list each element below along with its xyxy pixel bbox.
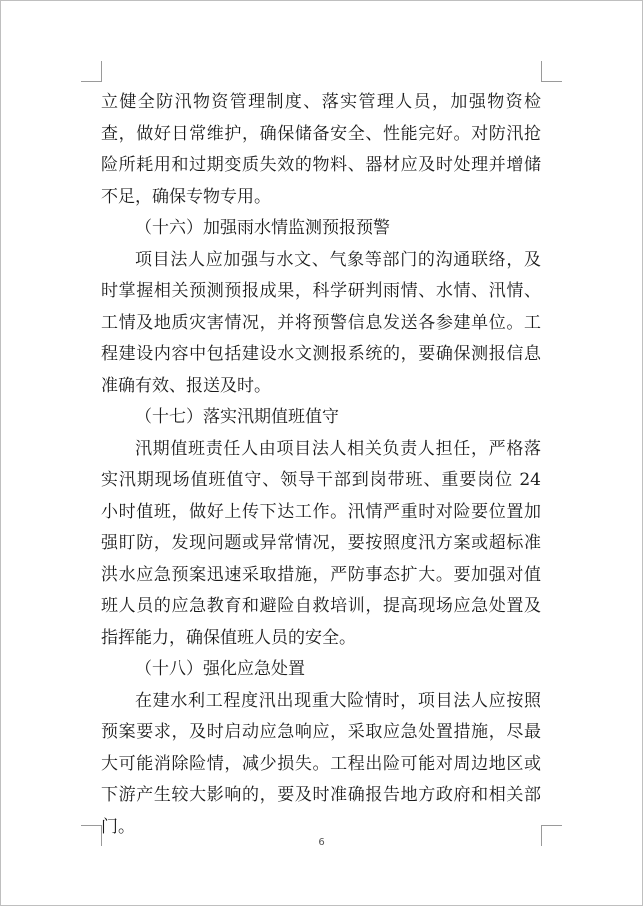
crop-mark-top-right bbox=[541, 61, 562, 82]
heading-section-16: （十六）加强雨水情监测预报预警 bbox=[135, 218, 390, 238]
page-number: 6 bbox=[318, 837, 325, 848]
paragraph-flood-duty: 汛期值班责任人由项目法人相关负责人担任，严格落实汛期现场值班值守、领导干部到岗带班、重要岗位 24 小时值班，做好上传下达工作。汛情严重时对险要位置加强盯防，发现问题或异常情况，要按照度汛方案或超标准洪水应急预案迅速采取措施，严防事态扩大。要加强对值班人员的应急教育和避险自救培训，提高现场应急处置及指挥能力，确保值班人员的安全。 bbox=[101, 438, 541, 648]
heading-section-17: （十七）落实汛期值班值守 bbox=[135, 407, 339, 427]
crop-mark-top-left bbox=[81, 61, 102, 82]
paragraph-emergency-response: 在建水利工程度汛出现重大险情时，项目法人应按照预案要求，及时启动应急响应，采取应急处置措施，尽最大可能消除险情，减少损失。工程出险可能对周边地区或下游产生较大影响的，要及时准确报告地方政府和相关部门。 bbox=[101, 690, 541, 837]
paragraph-rain-water-monitoring: 项目法人应加强与水文、气象等部门的沟通联络，及时掌握相关预测预报成果，科学研判雨情、水情、汛情、工情及地质灾害情况，并将预警信息发送各参建单位。工程建设内容中包括建设水文测报系统的，要确保测报信息准确有效、报送及时。 bbox=[101, 249, 541, 396]
paragraph-material-management: 立健全防汛物资管理制度、落实管理人员，加强物资检查，做好日常维护，确保储备安全、性能完好。对防汛抢险所耗用和过期变质失效的物料、器材应及时处理并增储不足，确保专物专用。 bbox=[101, 92, 541, 207]
heading-section-18: （十八）强化应急处置 bbox=[135, 659, 305, 679]
page-body bbox=[101, 87, 541, 843]
